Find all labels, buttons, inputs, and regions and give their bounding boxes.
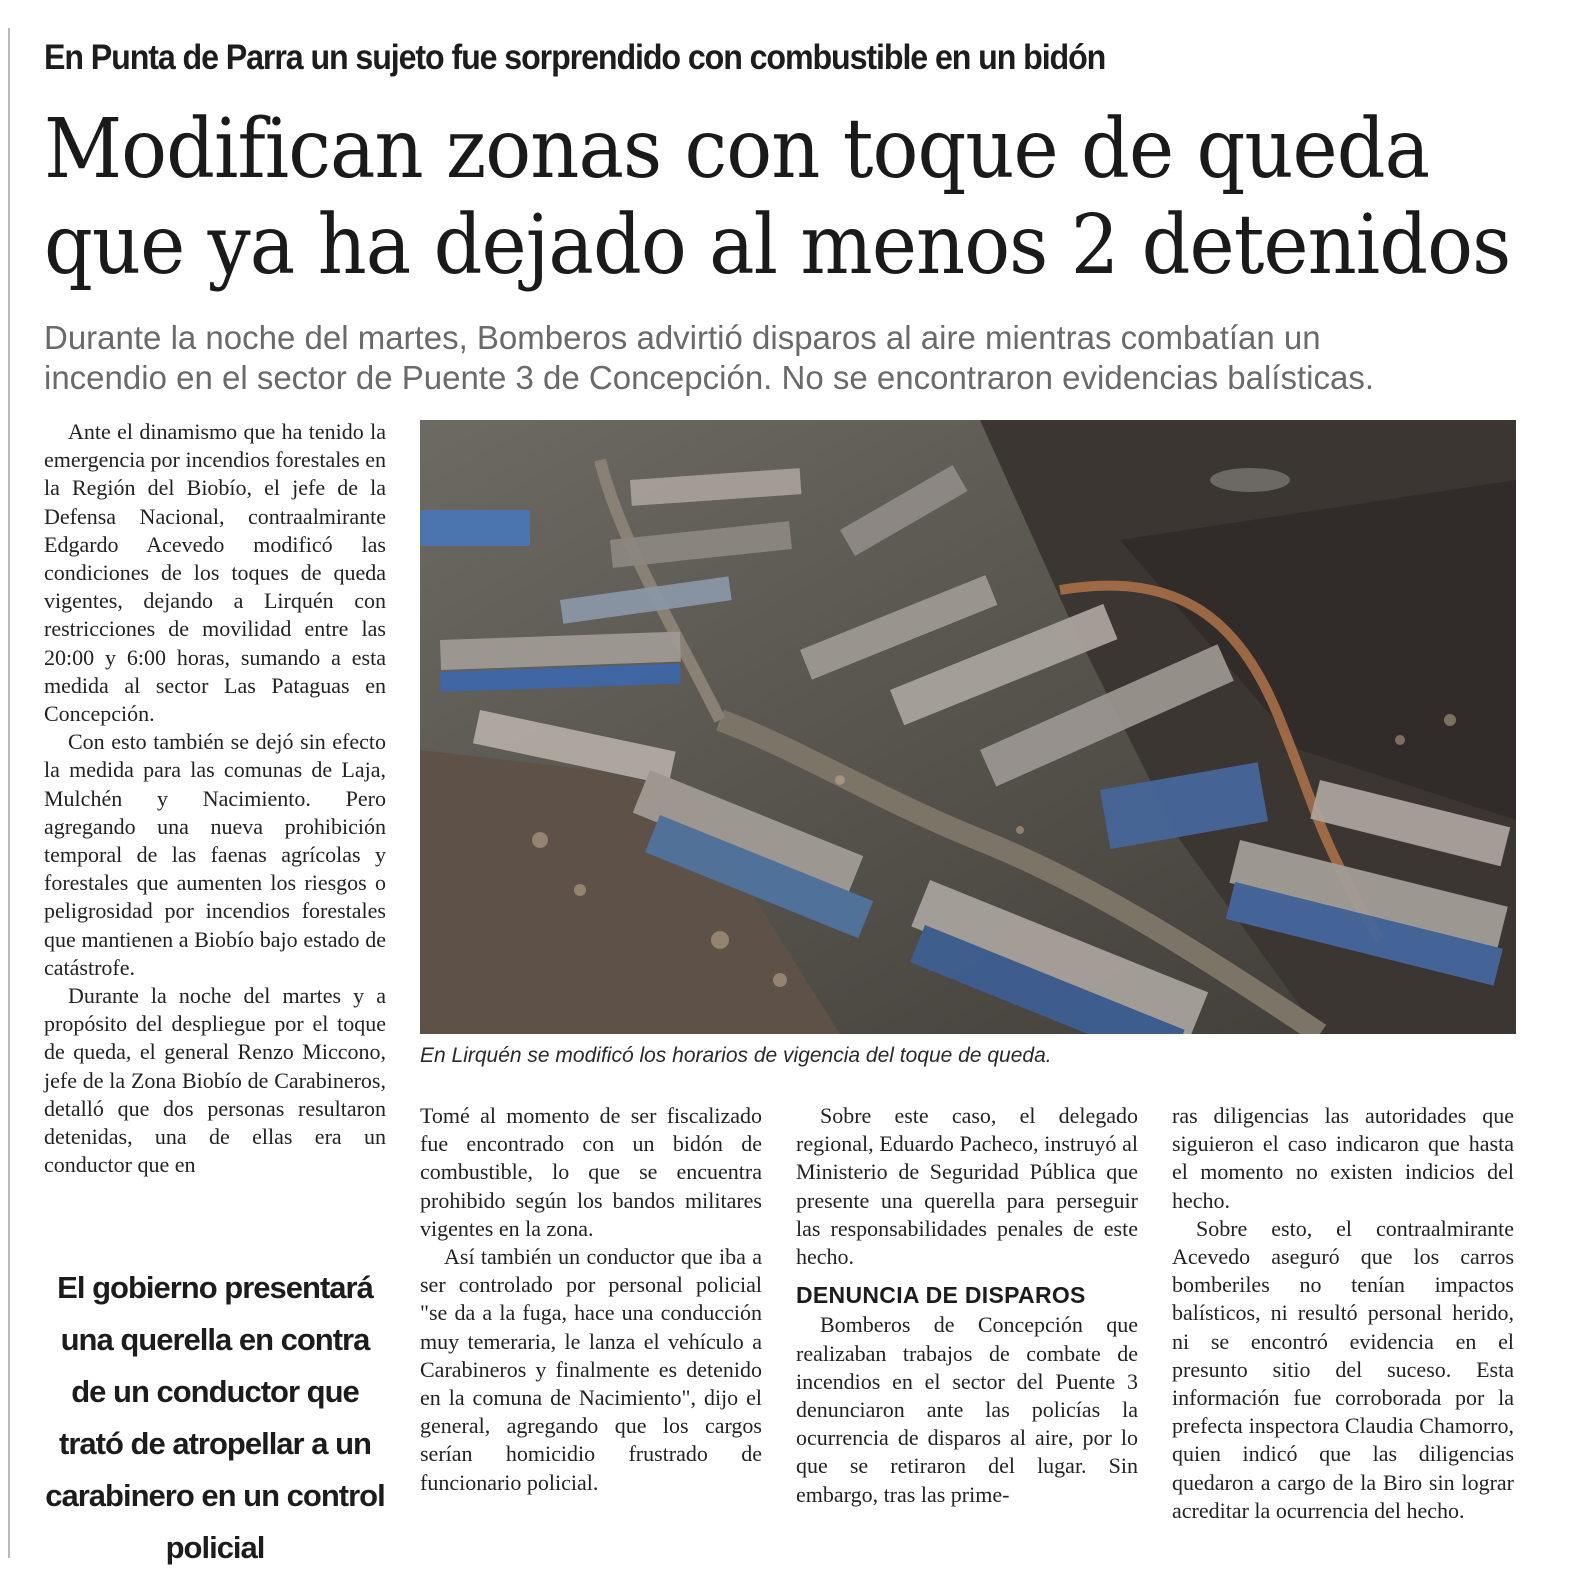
headline-line-2: que ya ha dejado al menos 2 detenidos bbox=[44, 198, 1511, 293]
body-column-1 bbox=[44, 418, 386, 1179]
body-paragraph: Sobre esto, el contraalmirante Acevedo aseguró que los carros bomberiles no tenían impactos balísticos, ni resultó personal herido, ni se encontró evidencia en el presunto sitio del suceso. Esta información fue corroborada por la prefecta inspectora Claudia Chamorro, quien indicó que las diligencias quedaron a cargo de la Biro sin lograr acreditar la ocurrencia del hecho. bbox=[1172, 1215, 1514, 1523]
body-paragraph: Bomberos de Concepción que realizaban trabajos de combate de incendios en el sector del Puente 3 denunciaron ante las policías la ocurrencia de disparos al aire, por lo que se retiraron del lugar. Sin embargo, tras las prime- bbox=[796, 1312, 1138, 1507]
pull-quote: El gobierno presentará una querella en contra de un conductor que trató de atropellar a un carabinero en un control policial bbox=[45, 1270, 385, 1565]
body-column-4 bbox=[1172, 1102, 1514, 1525]
body-paragraph: Así también un conductor que iba a ser controlado por personal policial "se da a la fuga, hace una conducción muy temeraria, le lanza el vehículo a Carabineros y finalmente es detenido en la comuna de Nacimiento", dijo el general, agregando que los cargos serían homicidio frustrado de funcionario policial. bbox=[420, 1244, 762, 1495]
section-subhead: DENUNCIA DE DISPAROS bbox=[796, 1282, 1086, 1309]
article-kicker: En Punta de Parra un sujeto fue sorprendido con combustible en un bidón bbox=[44, 38, 1106, 77]
article-photo bbox=[420, 420, 1516, 1034]
body-paragraph: Durante la noche del martes y a propósito del despliegue por el toque de queda, el general Renzo Miccono, jefe de la Zona Biobío de Carabineros, detalló que dos personas resultaron detenidas, una de ellas era un conductor que en bbox=[44, 983, 386, 1178]
photo-caption: En Lirquén se modificó los horarios de vigencia del toque de queda. bbox=[420, 1044, 1052, 1067]
body-paragraph: Ante el dinamismo que ha tenido la emergencia por incendios forestales en la Región del Biobío, el jefe de la Defensa Nacional, contraalmirante Edgardo Acevedo modificó las condiciones de los toques de queda vigentes, dejando a Lirquén con restricciones de movilidad entre las 20:00 y 6:00 horas, sumando a esta medida al sector Las Pataguas en Concepción. bbox=[44, 419, 386, 727]
body-column-2 bbox=[420, 1102, 762, 1497]
deck-line-2: incendio en el sector de Puente 3 de Concepción. No se encontraron evidencias balísticas. bbox=[44, 359, 1374, 396]
page-left-rule bbox=[8, 28, 10, 1558]
body-paragraph: Sobre este caso, el delegado regional, Eduardo Pacheco, instruyó al Ministerio de Seguridad Pública que presente una querella para perseguir las responsabilidades penales de este hecho. bbox=[796, 1103, 1138, 1270]
aerial-burned-town-image bbox=[420, 420, 1516, 1034]
article-headline bbox=[44, 102, 1544, 294]
body-column-3 bbox=[796, 1102, 1138, 1509]
headline-line-1: Modifican zonas con toque de queda bbox=[44, 102, 1430, 197]
body-paragraph: Con esto también se dejó sin efecto la medida para las comunas de Laja, Mulchén y Nacimiento. Pero agregando una nueva prohibición temporal de las faenas agrícolas y forestales que aumenten los riesgos o peligrosidad por incendios forestales que mantienen a Biobío bajo estado de catástrofe. bbox=[44, 729, 386, 980]
article-deck bbox=[44, 318, 1484, 398]
deck-line-1: Durante la noche del martes, Bomberos advirtió disparos al aire mientras combatían un bbox=[44, 319, 1321, 356]
body-paragraph: ras diligencias las autoridades que siguieron el caso indicaron que hasta el momento no existen indicios del hecho. bbox=[1172, 1103, 1514, 1213]
body-paragraph: Tomé al momento de ser fiscalizado fue encontrado con un bidón de combustible, lo que se encuentra prohibido según los bandos militares vigentes en la zona. bbox=[420, 1103, 762, 1241]
